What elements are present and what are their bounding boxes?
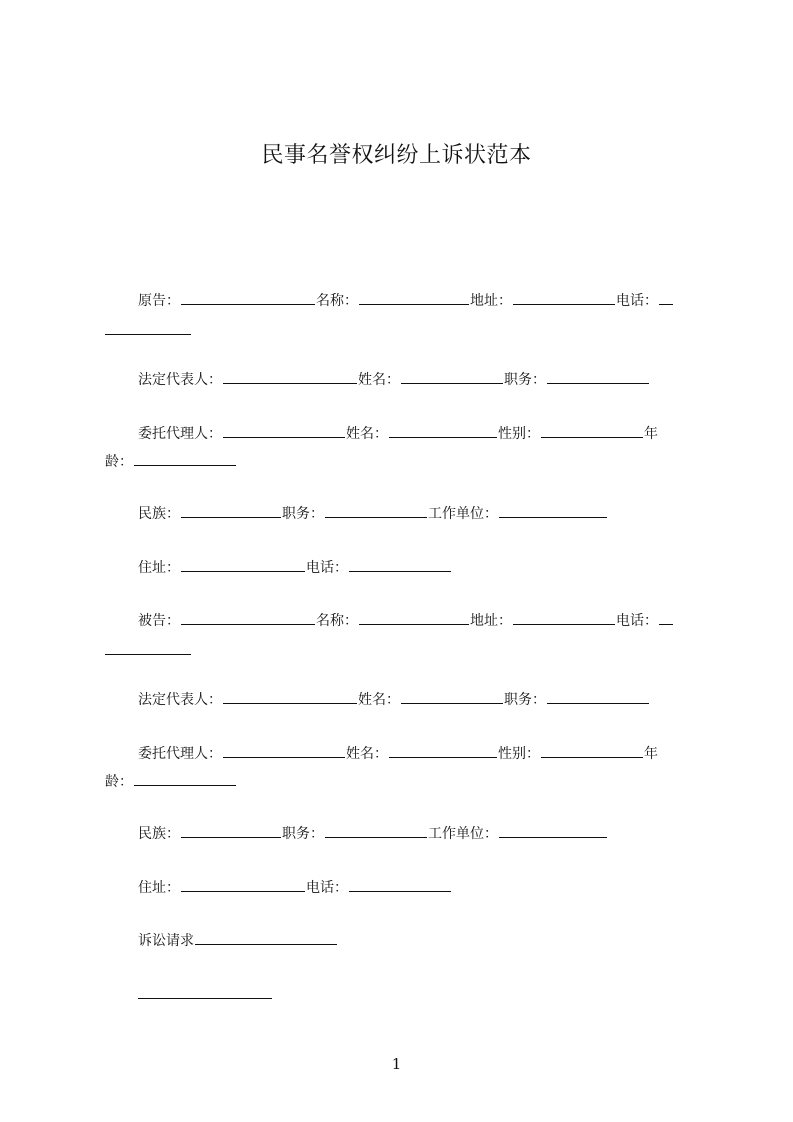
defendant-agent-blank[interactable] (223, 743, 345, 758)
defendant-line-2 (105, 686, 705, 714)
plaintiff-name-label: 名称： (316, 293, 358, 309)
plaintiff-agent-label: 委托代理人： (138, 426, 222, 442)
defendant-legal-rep-blank[interactable] (223, 689, 357, 704)
plaintiff-employer-label: 工作单位： (428, 506, 498, 522)
plaintiff-residence-blank[interactable] (181, 557, 305, 572)
plaintiff-residence-phone-blank[interactable] (349, 557, 451, 572)
page-number: 1 (391, 1055, 402, 1073)
plaintiff-legal-rep-blank[interactable] (223, 369, 357, 384)
defendant-agent-age-label-end: 龄： (105, 774, 133, 790)
plaintiff-line-1-cont (105, 317, 705, 345)
defendant-agent-label: 委托代理人： (138, 746, 222, 762)
plaintiff-agent-name-label: 姓名： (346, 426, 388, 442)
defendant-position-label: 职务： (282, 826, 324, 842)
defendant-line-1 (105, 607, 705, 635)
plaintiff-legal-rep-name-blank[interactable] (401, 369, 503, 384)
defendant-legal-rep-position-label: 职务： (504, 692, 546, 708)
plaintiff-position-label: 职务： (282, 506, 324, 522)
defendant-line-3-cont (105, 768, 705, 796)
plaintiff-residence-label: 住址： (138, 560, 180, 576)
claims-line (105, 927, 705, 955)
claims-line-cont (105, 981, 705, 1009)
defendant-employer-blank[interactable] (499, 823, 607, 838)
defendant-name-label: 名称： (316, 613, 358, 629)
plaintiff-line-3 (105, 420, 705, 448)
plaintiff-legal-rep-name-label: 姓名： (358, 372, 400, 388)
plaintiff-line-2 (105, 366, 705, 394)
defendant-name-blank[interactable] (359, 610, 469, 625)
plaintiff-agent-blank[interactable] (223, 423, 345, 438)
plaintiff-name-blank[interactable] (359, 290, 469, 305)
claims-label: 诉讼请求 (138, 933, 194, 949)
plaintiff-employer-blank[interactable] (499, 503, 607, 518)
plaintiff-legal-rep-position-blank[interactable] (547, 369, 649, 384)
defendant-residence-phone-blank[interactable] (349, 877, 451, 892)
plaintiff-ethnicity-label: 民族： (138, 506, 180, 522)
defendant-residence-label: 住址： (138, 880, 180, 896)
plaintiff-phone-blank-start[interactable] (659, 290, 673, 305)
defendant-line-1-cont (105, 637, 705, 665)
plaintiff-line-5 (105, 554, 705, 582)
defendant-blank[interactable] (181, 610, 315, 625)
defendant-ethnicity-label: 民族： (138, 826, 180, 842)
defendant-agent-age-blank[interactable] (134, 771, 236, 786)
plaintiff-legal-rep-position-label: 职务： (504, 372, 546, 388)
defendant-label: 被告： (138, 613, 180, 629)
plaintiff-agent-age-blank[interactable] (134, 451, 236, 466)
plaintiff-address-blank[interactable] (513, 290, 615, 305)
defendant-phone-blank-start[interactable] (659, 610, 673, 625)
plaintiff-agent-gender-blank[interactable] (541, 423, 643, 438)
claims-blank-cont[interactable] (138, 984, 272, 999)
plaintiff-residence-phone-label: 电话： (306, 560, 348, 576)
defendant-agent-gender-blank[interactable] (541, 743, 643, 758)
defendant-legal-rep-name-blank[interactable] (401, 689, 503, 704)
plaintiff-agent-age-label-start: 年 (644, 426, 658, 442)
document-title: 民事名誉权纠纷上诉状范本 (261, 143, 532, 168)
defendant-agent-name-label: 姓名： (346, 746, 388, 762)
defendant-line-5 (105, 874, 705, 902)
defendant-position-blank[interactable] (325, 823, 427, 838)
plaintiff-blank[interactable] (181, 290, 315, 305)
plaintiff-ethnicity-blank[interactable] (181, 503, 281, 518)
plaintiff-agent-gender-label: 性别： (498, 426, 540, 442)
plaintiff-agent-age-label-end: 龄： (105, 454, 133, 470)
defendant-address-label: 地址： (470, 613, 512, 629)
defendant-agent-age-label-start: 年 (644, 746, 658, 762)
plaintiff-position-blank[interactable] (325, 503, 427, 518)
claims-blank[interactable] (195, 930, 337, 945)
defendant-legal-rep-label: 法定代表人： (138, 692, 222, 708)
plaintiff-phone-label: 电话： (616, 293, 658, 309)
plaintiff-line-1 (105, 287, 705, 315)
defendant-agent-gender-label: 性别： (498, 746, 540, 762)
defendant-ethnicity-blank[interactable] (181, 823, 281, 838)
plaintiff-line-4 (105, 500, 705, 528)
plaintiff-address-label: 地址： (470, 293, 512, 309)
defendant-line-4 (105, 820, 705, 848)
plaintiff-phone-blank-end[interactable] (105, 320, 191, 335)
defendant-phone-blank-end[interactable] (105, 640, 191, 655)
plaintiff-line-3-cont (105, 448, 705, 476)
defendant-line-3 (105, 740, 705, 768)
defendant-legal-rep-position-blank[interactable] (547, 689, 649, 704)
plaintiff-legal-rep-label: 法定代表人： (138, 372, 222, 388)
defendant-phone-label: 电话： (616, 613, 658, 629)
defendant-residence-blank[interactable] (181, 877, 305, 892)
defendant-legal-rep-name-label: 姓名： (358, 692, 400, 708)
defendant-employer-label: 工作单位： (428, 826, 498, 842)
plaintiff-agent-name-blank[interactable] (389, 423, 497, 438)
defendant-agent-name-blank[interactable] (389, 743, 497, 758)
defendant-address-blank[interactable] (513, 610, 615, 625)
plaintiff-label: 原告： (138, 293, 180, 309)
defendant-residence-phone-label: 电话： (306, 880, 348, 896)
